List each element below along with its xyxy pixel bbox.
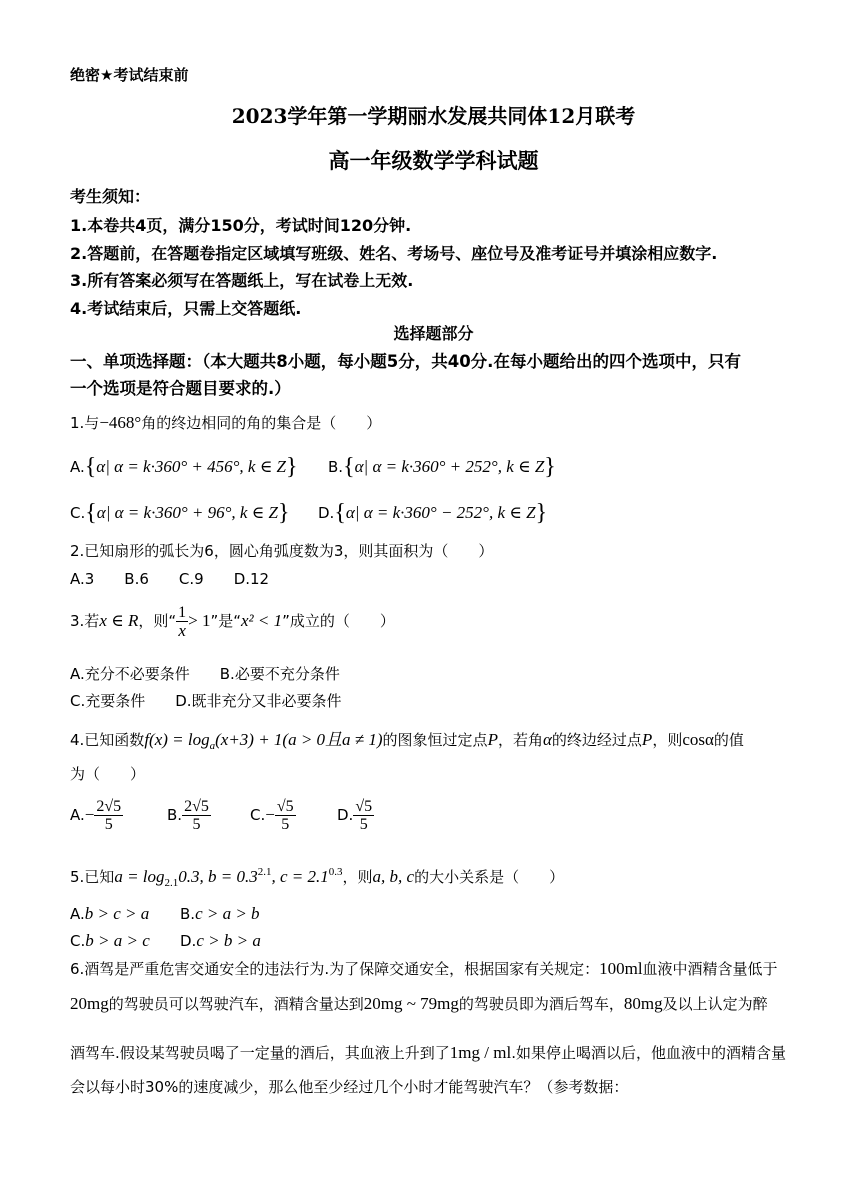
q4-option-a: A.− $\frac{2√5}{5}$ <box>70 798 122 833</box>
question-3-options-row2: C.充要条件 D.既非充分又非必要条件 <box>70 692 342 710</box>
q4-option-b: B. $\frac{2√5}{5}$ <box>167 798 209 833</box>
question-6-line1: 6.酒驾是严重危害交通安全的违法行为.为了保障交通安全，根据国家有关规定：100ml血液中酒精含量低于 <box>70 959 778 978</box>
q5-option-d: D.c > b > a <box>180 931 261 950</box>
notice-item-1: 1.本卷共4页，满分150分，考试时间120分钟. <box>70 216 412 235</box>
question-2-options: A.3 B.6 C.9 D.12 <box>70 570 270 588</box>
question-3-stem: 3.若x ∈ R，则“ $\frac{1}{x}$ > 1”是“x² < 1”成立的（ ） <box>70 604 395 640</box>
q5-option-a: A.b > c > a <box>70 904 150 923</box>
question-6-line2: 20mg的驾驶员可以驾驶汽车，酒精含量达到20mg ~ 79mg的驾驶员即为酒后驾车，80mg及以上认定为醉 <box>70 994 768 1013</box>
q1-angle: −468° <box>99 413 142 432</box>
notice-heading: 考生须知： <box>70 187 151 206</box>
q3-fraction: $\frac{1}{x}$ <box>178 604 187 640</box>
exam-title: 2023学年第一学期丽水发展共同体12月联考 <box>231 104 636 128</box>
q1-option-c: C.{α| α = k·360° + 96°, k ∈ Z} <box>70 500 290 526</box>
question-1-stem: 1.与−468°角的终边相同的角的集合是（ ） <box>70 413 382 432</box>
question-3-options-row1: A.充分不必要条件 B.必要不充分条件 <box>70 665 340 683</box>
notice-item-2: 2.答题前，在答题卷指定区域填写班级、姓名、考场号、座位号及准考证号并填涂相应数字. <box>70 244 718 263</box>
notice-item-4: 4.考试结束后，只需上交答题纸. <box>70 299 302 318</box>
confidential-label: 绝密★考试结束前 <box>70 66 189 84</box>
q1-option-b: B.{α| α = k·360° + 252°, k ∈ Z} <box>328 454 556 480</box>
q4-option-c: C.− $\frac{√5}{5}$ <box>250 798 294 833</box>
q1-option-d: D.{α| α = k·360° − 252°, k ∈ Z} <box>318 500 548 526</box>
part1-instructions-line1: 一、单项选择题：（本大题共8小题，每小题5分，共40分.在每小题给出的四个选项中，只有 <box>70 352 741 371</box>
question-6-line4: 会以每小时30%的速度减少，那么他至少经过几个小时才能驾驶汽车？（参考数据： <box>70 1078 629 1096</box>
question-5-stem: 5.已知$a = \log_{2.1}0.3$, $b = 0.3^{2.1}$, $c = 2.1^{0.3}$，则a, b, c的大小关系是（ ） <box>70 866 565 889</box>
question-4-stem-line2: 为（ ） <box>70 765 146 783</box>
notice-item-3: 3.所有答案必须写在答题纸上，写在试卷上无效. <box>70 271 414 290</box>
part1-instructions-line2: 一个选项是符合题目要求的.） <box>70 379 291 398</box>
q4-option-d: D. $\frac{√5}{5}$ <box>337 798 373 833</box>
q5-option-b: B.c > a > b <box>180 904 260 923</box>
section-title: 选择题部分 <box>393 324 474 343</box>
q5-option-c: C.b > a > c <box>70 931 150 950</box>
question-4-stem-line1: 4.已知函数$f(x) = \log_a(x+3) + 1(a > 0$且a ≠ 1)的图象恒过定点P，若角α的终边经过点P，则cosα的值 <box>70 730 744 752</box>
question-6-line3: 酒驾车.假设某驾驶员喝了一定量的酒后，其血液上升到了1mg / ml.如果停止喝酒以后，他血液中的酒精含量 <box>70 1043 786 1062</box>
question-2-stem: 2.已知扇形的弧长为6，圆心角弧度数为3，则其面积为（ ） <box>70 542 494 560</box>
q1-option-a: A.{α| α = k·360° + 456°, k ∈ Z} <box>70 454 298 480</box>
exam-subtitle: 高一年级数学学科试题 <box>328 149 539 173</box>
